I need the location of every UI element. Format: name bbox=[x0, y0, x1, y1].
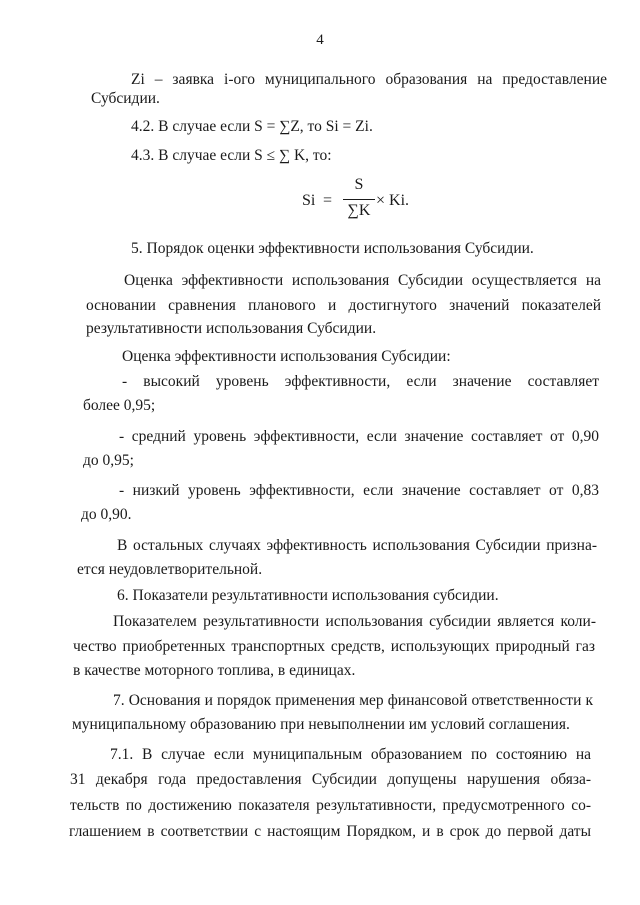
text-line: чество приобретенных транспортных средств, использующих природный газ bbox=[73, 638, 595, 655]
text-line: тельств по достижению показателя результативности, предусмотренного со- bbox=[70, 797, 591, 814]
text-line: 31 декабря года предоставления Субсидии допущены нарушения обяза- bbox=[70, 771, 591, 788]
text-line: - средний уровень эффективности, если значение составляет от 0,90 bbox=[119, 428, 599, 445]
page-number: 4 bbox=[316, 32, 324, 48]
text-line: Zi – заявка i-ого муниципального образования на предоставление bbox=[131, 71, 607, 88]
text-line: 4.2. В случае если S = ∑Z, то Si = Zi. bbox=[131, 118, 373, 135]
text-line: Субсидии. bbox=[91, 90, 160, 107]
formula-multiplier: × Ki. bbox=[376, 192, 410, 209]
text-line: Показателем результативности использования субсидии является коли- bbox=[113, 613, 596, 630]
text-line: 6. Показатели результативности использования субсидии. bbox=[117, 587, 499, 604]
text-line: до 0,95; bbox=[83, 452, 134, 469]
fraction-bar bbox=[343, 199, 375, 200]
text-line: Оценка эффективности использования Субсидии осуществляется на bbox=[124, 272, 601, 289]
text-line: до 0,90. bbox=[81, 506, 132, 523]
formula-lhs: Si bbox=[302, 192, 316, 209]
text-line: 7. Основания и порядок применения мер финансовой ответственности к bbox=[113, 692, 593, 709]
text-line: 4.3. В случае если S ≤ ∑ K, то: bbox=[131, 147, 332, 164]
text-line: В остальных случаях эффективность использования Субсидии призна- bbox=[117, 537, 597, 554]
text-line: - высокий уровень эффективности, если значение составляет bbox=[122, 373, 599, 390]
text-line: муниципальному образованию при невыполнении им условий соглашения. bbox=[72, 716, 570, 733]
text-line: - низкий уровень эффективности, если значение составляет от 0,83 bbox=[119, 482, 599, 499]
formula-equals: = bbox=[323, 192, 333, 209]
text-line: Оценка эффективности использования Субсидии: bbox=[122, 348, 451, 365]
formula-numerator: S bbox=[354, 176, 364, 193]
text-line: 7.1. В случае если муниципальным образованием по состоянию на bbox=[110, 746, 591, 763]
text-line: более 0,95; bbox=[83, 397, 156, 414]
text-line: 5. Порядок оценки эффективности использования Субсидии. bbox=[131, 240, 534, 257]
formula-denominator: ∑K bbox=[347, 202, 371, 219]
text-line: ется неудовлетворительной. bbox=[77, 561, 263, 578]
text-line: глашением в соответствии с настоящим Порядком, и в срок до первой даты bbox=[69, 823, 591, 840]
text-line: результативности использования Субсидии. bbox=[86, 320, 377, 337]
text-line: основании сравнения планового и достигнутого значений показателей bbox=[86, 297, 601, 314]
text-line: в качестве моторного топлива, в единицах. bbox=[73, 662, 356, 679]
subsidy-formula bbox=[296, 176, 416, 226]
